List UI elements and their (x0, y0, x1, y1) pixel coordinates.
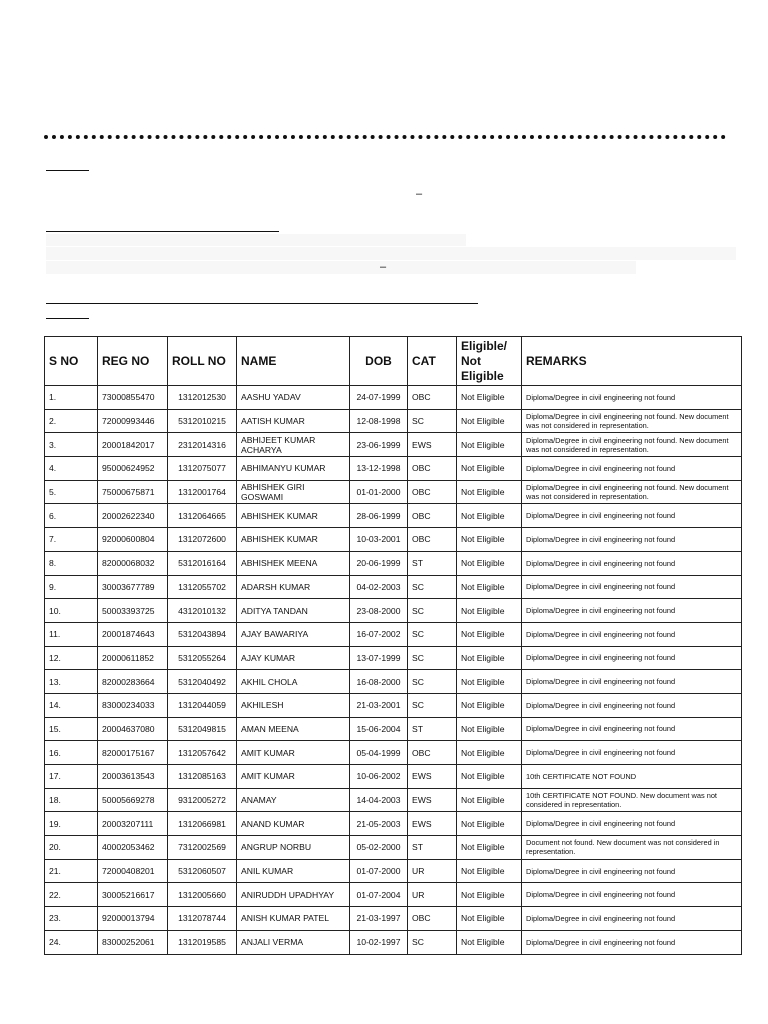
cell-name: ANGRUP NORBU (237, 836, 350, 860)
cell-remarks: Diploma/Degree in civil engineering not found. New document was not considered in representation. (522, 409, 742, 433)
cell-sno: 19. (45, 812, 98, 836)
table-row (45, 765, 742, 789)
cell-remarks: Diploma/Degree in civil engineering not found (522, 741, 742, 765)
cell-roll-no: 5312043894 (168, 622, 237, 646)
cell-reg-no: 75000675871 (98, 480, 168, 504)
cell-sno: 12. (45, 646, 98, 670)
cell-cat: OBC (408, 386, 457, 410)
column-header-eligibility: Eligible/ Not Eligible (457, 337, 522, 386)
cell-sno: 10. (45, 599, 98, 623)
eligibility-table (44, 336, 742, 955)
cell-name: ABHISHEK KUMAR (237, 504, 350, 528)
cell-reg-no: 83000234033 (98, 693, 168, 717)
cell-sno: 6. (45, 504, 98, 528)
cell-cat: OBC (408, 457, 457, 481)
cell-roll-no: 5312055264 (168, 646, 237, 670)
table-row (45, 646, 742, 670)
cell-eligibility: Not Eligible (457, 409, 522, 433)
cell-sno: 21. (45, 859, 98, 883)
cell-roll-no: 5312049815 (168, 717, 237, 741)
cell-name: ABHIJEET KUMAR ACHARYA (237, 433, 350, 457)
cell-sno: 9. (45, 575, 98, 599)
column-header-sno: S NO (45, 337, 98, 386)
table-row (45, 907, 742, 931)
cell-dob: 15-06-2004 (350, 717, 408, 741)
cell-eligibility: Not Eligible (457, 859, 522, 883)
cell-name: ANAND KUMAR (237, 812, 350, 836)
cell-eligibility: Not Eligible (457, 480, 522, 504)
cell-reg-no: 20001874643 (98, 622, 168, 646)
cell-cat: SC (408, 646, 457, 670)
cell-eligibility: Not Eligible (457, 836, 522, 860)
cell-eligibility: Not Eligible (457, 907, 522, 931)
table-row (45, 409, 742, 433)
cell-remarks: 10th CERTIFICATE NOT FOUND. New document was not considered in representation. (522, 788, 742, 812)
cell-name: AASHU YADAV (237, 386, 350, 410)
cell-eligibility: Not Eligible (457, 504, 522, 528)
redacted-text-block (46, 247, 736, 260)
cell-name: ANAMAY (237, 788, 350, 812)
cell-cat: OBC (408, 741, 457, 765)
cell-name: ANJALI VERMA (237, 930, 350, 954)
cell-sno: 16. (45, 741, 98, 765)
cell-dob: 23-08-2000 (350, 599, 408, 623)
cell-eligibility: Not Eligible (457, 812, 522, 836)
cell-dob: 05-02-2000 (350, 836, 408, 860)
cell-eligibility: Not Eligible (457, 575, 522, 599)
underline-3 (46, 303, 478, 304)
cell-cat: SC (408, 575, 457, 599)
cell-eligibility: Not Eligible (457, 551, 522, 575)
cell-eligibility: Not Eligible (457, 670, 522, 694)
cell-dob: 01-07-2004 (350, 883, 408, 907)
cell-eligibility: Not Eligible (457, 622, 522, 646)
cell-cat: ST (408, 551, 457, 575)
cell-name: ABHISHEK KUMAR (237, 528, 350, 552)
cell-roll-no: 5312016164 (168, 551, 237, 575)
table-row (45, 788, 742, 812)
cell-reg-no: 20001842017 (98, 433, 168, 457)
underline-4 (46, 318, 89, 319)
redacted-text-block (46, 261, 636, 274)
cell-cat: ST (408, 717, 457, 741)
cell-sno: 22. (45, 883, 98, 907)
cell-reg-no: 82000283664 (98, 670, 168, 694)
cell-eligibility: Not Eligible (457, 883, 522, 907)
cell-roll-no: 5312040492 (168, 670, 237, 694)
cell-dob: 01-01-2000 (350, 480, 408, 504)
cell-cat: SC (408, 693, 457, 717)
table-row (45, 930, 742, 954)
cell-dob: 04-02-2003 (350, 575, 408, 599)
cell-name: AMIT KUMAR (237, 765, 350, 789)
cell-eligibility: Not Eligible (457, 788, 522, 812)
cell-name: ABHISHEK MEENA (237, 551, 350, 575)
table-row (45, 883, 742, 907)
cell-reg-no: 72000993446 (98, 409, 168, 433)
cell-remarks: Diploma/Degree in civil engineering not found (522, 812, 742, 836)
cell-dob: 10-06-2002 (350, 765, 408, 789)
table-row (45, 386, 742, 410)
cell-reg-no: 20003613543 (98, 765, 168, 789)
cell-remarks: 10th CERTIFICATE NOT FOUND (522, 765, 742, 789)
cell-cat: SC (408, 599, 457, 623)
cell-reg-no: 20000611852 (98, 646, 168, 670)
cell-reg-no: 40002053462 (98, 836, 168, 860)
cell-roll-no: 1312085163 (168, 765, 237, 789)
cell-remarks: Diploma/Degree in civil engineering not found (522, 883, 742, 907)
table-row (45, 622, 742, 646)
cell-remarks: Diploma/Degree in civil engineering not found (522, 693, 742, 717)
cell-name: AKHILESH (237, 693, 350, 717)
cell-cat: OBC (408, 480, 457, 504)
cell-eligibility: Not Eligible (457, 693, 522, 717)
underline-2 (46, 231, 279, 232)
cell-cat: EWS (408, 433, 457, 457)
cell-roll-no: 1312044059 (168, 693, 237, 717)
cell-remarks: Diploma/Degree in civil engineering not found (522, 504, 742, 528)
cell-eligibility: Not Eligible (457, 599, 522, 623)
table-row (45, 433, 742, 457)
cell-roll-no: 1312055702 (168, 575, 237, 599)
cell-eligibility: Not Eligible (457, 457, 522, 481)
cell-dob: 16-07-2002 (350, 622, 408, 646)
cell-eligibility: Not Eligible (457, 386, 522, 410)
cell-remarks: Diploma/Degree in civil engineering not found (522, 907, 742, 931)
cell-reg-no: 30003677789 (98, 575, 168, 599)
cell-name: ANISH KUMAR PATEL (237, 907, 350, 931)
cell-reg-no: 72000408201 (98, 859, 168, 883)
cell-reg-no: 73000855470 (98, 386, 168, 410)
cell-dob: 16-08-2000 (350, 670, 408, 694)
cell-cat: ST (408, 836, 457, 860)
cell-remarks: Diploma/Degree in civil engineering not found (522, 622, 742, 646)
cell-reg-no: 50003393725 (98, 599, 168, 623)
cell-eligibility: Not Eligible (457, 717, 522, 741)
cell-dob: 23-06-1999 (350, 433, 408, 457)
cell-remarks: Diploma/Degree in civil engineering not found (522, 599, 742, 623)
cell-roll-no: 1312001764 (168, 480, 237, 504)
cell-dob: 10-02-1997 (350, 930, 408, 954)
table-row (45, 599, 742, 623)
cell-roll-no: 7312002569 (168, 836, 237, 860)
cell-cat: SC (408, 622, 457, 646)
cell-dob: 21-03-2001 (350, 693, 408, 717)
cell-dob: 12-08-1998 (350, 409, 408, 433)
cell-eligibility: Not Eligible (457, 528, 522, 552)
table-row (45, 836, 742, 860)
table-row (45, 741, 742, 765)
table-row (45, 551, 742, 575)
cell-remarks: Diploma/Degree in civil engineering not found (522, 670, 742, 694)
table-row (45, 670, 742, 694)
table-row (45, 693, 742, 717)
table-row (45, 859, 742, 883)
cell-sno: 11. (45, 622, 98, 646)
cell-cat: UR (408, 859, 457, 883)
cell-name: AATISH KUMAR (237, 409, 350, 433)
cell-roll-no: 1312072600 (168, 528, 237, 552)
cell-roll-no: 1312064665 (168, 504, 237, 528)
cell-remarks: Diploma/Degree in civil engineering not found (522, 717, 742, 741)
cell-sno: 14. (45, 693, 98, 717)
cell-sno: 4. (45, 457, 98, 481)
cell-cat: OBC (408, 907, 457, 931)
table-row (45, 575, 742, 599)
cell-roll-no: 1312075077 (168, 457, 237, 481)
cell-sno: 5. (45, 480, 98, 504)
cell-roll-no: 1312057642 (168, 741, 237, 765)
column-header-cat: CAT (408, 337, 457, 386)
cell-sno: 15. (45, 717, 98, 741)
cell-name: ABHIMANYU KUMAR (237, 457, 350, 481)
cell-reg-no: 92000013794 (98, 907, 168, 931)
cell-name: ADITYA TANDAN (237, 599, 350, 623)
cell-remarks: Diploma/Degree in civil engineering not found (522, 528, 742, 552)
cell-dob: 13-12-1998 (350, 457, 408, 481)
cell-dob: 28-06-1999 (350, 504, 408, 528)
cell-reg-no: 20004637080 (98, 717, 168, 741)
redacted-text-block (46, 234, 466, 246)
cell-sno: 17. (45, 765, 98, 789)
cell-remarks: Diploma/Degree in civil engineering not found. New document was not considered in representation. (522, 433, 742, 457)
cell-cat: OBC (408, 528, 457, 552)
cell-dob: 20-06-1999 (350, 551, 408, 575)
cell-sno: 7. (45, 528, 98, 552)
cell-eligibility: Not Eligible (457, 930, 522, 954)
table-header-row (45, 337, 742, 386)
column-header-reg-no: REG NO (98, 337, 168, 386)
cell-remarks: Diploma/Degree in civil engineering not found (522, 575, 742, 599)
cell-reg-no: 20003207111 (98, 812, 168, 836)
cell-name: AJAY KUMAR (237, 646, 350, 670)
cell-dob: 10-03-2001 (350, 528, 408, 552)
cell-name: AKHIL CHOLA (237, 670, 350, 694)
cell-cat: EWS (408, 812, 457, 836)
cell-cat: UR (408, 883, 457, 907)
dash-mark-2: – (380, 261, 387, 273)
cell-sno: 2. (45, 409, 98, 433)
cell-eligibility: Not Eligible (457, 433, 522, 457)
cell-name: AMAN MEENA (237, 717, 350, 741)
cell-cat: SC (408, 930, 457, 954)
cell-reg-no: 30005216617 (98, 883, 168, 907)
cell-dob: 21-05-2003 (350, 812, 408, 836)
cell-sno: 24. (45, 930, 98, 954)
cell-reg-no: 82000175167 (98, 741, 168, 765)
cell-remarks: Diploma/Degree in civil engineering not found (522, 386, 742, 410)
cell-name: ANIL KUMAR (237, 859, 350, 883)
table-row (45, 717, 742, 741)
cell-name: AMIT KUMAR (237, 741, 350, 765)
table-row (45, 504, 742, 528)
column-header-dob: DOB (350, 337, 408, 386)
cell-sno: 3. (45, 433, 98, 457)
cell-remarks: Diploma/Degree in civil engineering not found (522, 551, 742, 575)
cell-eligibility: Not Eligible (457, 646, 522, 670)
cell-roll-no: 1312066981 (168, 812, 237, 836)
cell-remarks: Document not found. New document was not considered in representation. (522, 836, 742, 860)
cell-roll-no: 4312010132 (168, 599, 237, 623)
cell-reg-no: 20002622340 (98, 504, 168, 528)
cell-cat: OBC (408, 504, 457, 528)
cell-roll-no: 1312012530 (168, 386, 237, 410)
cell-dob: 01-07-2000 (350, 859, 408, 883)
cell-cat: EWS (408, 788, 457, 812)
dotted-separator (44, 135, 726, 139)
column-header-name: NAME (237, 337, 350, 386)
cell-cat: SC (408, 409, 457, 433)
table-row (45, 457, 742, 481)
cell-name: AJAY BAWARIYA (237, 622, 350, 646)
column-header-remarks: REMARKS (522, 337, 742, 386)
underline-1 (46, 170, 89, 171)
cell-roll-no: 1312005660 (168, 883, 237, 907)
cell-reg-no: 82000068032 (98, 551, 168, 575)
cell-sno: 20. (45, 836, 98, 860)
table-row (45, 480, 742, 504)
cell-dob: 13-07-1999 (350, 646, 408, 670)
cell-sno: 8. (45, 551, 98, 575)
cell-reg-no: 50005669278 (98, 788, 168, 812)
cell-dob: 24-07-1999 (350, 386, 408, 410)
cell-reg-no: 95000624952 (98, 457, 168, 481)
cell-cat: SC (408, 670, 457, 694)
cell-remarks: Diploma/Degree in civil engineering not found (522, 859, 742, 883)
cell-name: ABHISHEK GIRI GOSWAMI (237, 480, 350, 504)
cell-eligibility: Not Eligible (457, 765, 522, 789)
cell-sno: 23. (45, 907, 98, 931)
cell-sno: 13. (45, 670, 98, 694)
cell-sno: 18. (45, 788, 98, 812)
cell-reg-no: 83000252061 (98, 930, 168, 954)
table-row (45, 812, 742, 836)
cell-roll-no: 2312014316 (168, 433, 237, 457)
dash-mark-1: – (416, 188, 423, 200)
cell-reg-no: 92000600804 (98, 528, 168, 552)
cell-dob: 21-03-1997 (350, 907, 408, 931)
cell-roll-no: 1312078744 (168, 907, 237, 931)
cell-name: ANIRUDDH UPADHYAY (237, 883, 350, 907)
cell-remarks: Diploma/Degree in civil engineering not found (522, 930, 742, 954)
cell-remarks: Diploma/Degree in civil engineering not found. New document was not considered in representation. (522, 480, 742, 504)
cell-remarks: Diploma/Degree in civil engineering not found (522, 457, 742, 481)
cell-dob: 05-04-1999 (350, 741, 408, 765)
cell-sno: 1. (45, 386, 98, 410)
cell-roll-no: 5312010215 (168, 409, 237, 433)
cell-roll-no: 1312019585 (168, 930, 237, 954)
table-row (45, 528, 742, 552)
cell-name: ADARSH KUMAR (237, 575, 350, 599)
cell-cat: EWS (408, 765, 457, 789)
column-header-roll-no: ROLL NO (168, 337, 237, 386)
cell-roll-no: 9312005272 (168, 788, 237, 812)
cell-remarks: Diploma/Degree in civil engineering not found (522, 646, 742, 670)
cell-eligibility: Not Eligible (457, 741, 522, 765)
cell-dob: 14-04-2003 (350, 788, 408, 812)
cell-roll-no: 5312060507 (168, 859, 237, 883)
